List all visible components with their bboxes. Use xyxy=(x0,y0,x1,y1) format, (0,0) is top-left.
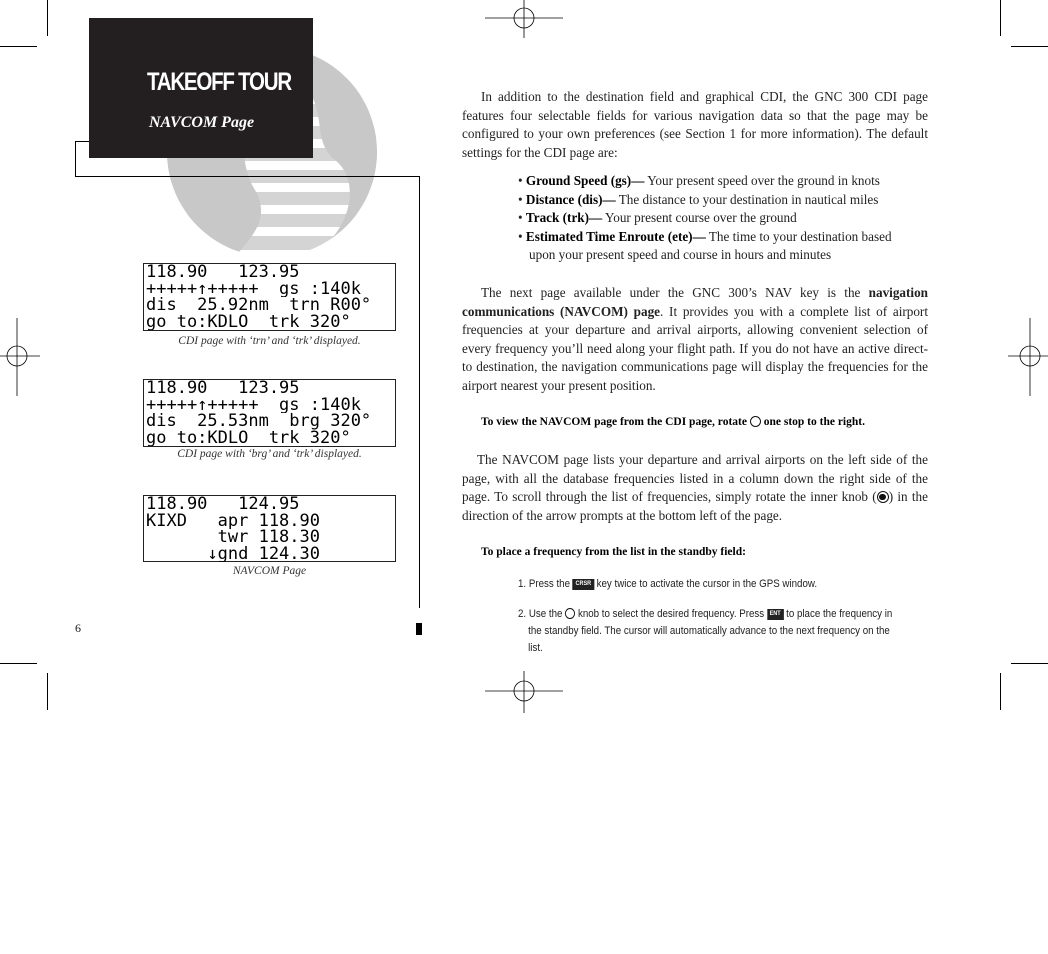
crop-mark xyxy=(1011,46,1048,47)
bullet-term: Ground Speed (gs)— xyxy=(525,173,645,188)
cdi-screen-brg xyxy=(143,379,396,447)
paragraph-text: The next page available under the GNC 300’s NAV key is the xyxy=(481,285,869,300)
lcd-line: 118.90 123.95 xyxy=(146,380,300,397)
bullet-term: Distance (dis)— xyxy=(525,191,616,207)
knob-icon xyxy=(565,608,575,619)
lcd-line: twr 118.30 xyxy=(146,529,320,546)
instruction-text: To view the NAVCOM page from the CDI page, rotate xyxy=(481,416,750,428)
frame-line xyxy=(75,141,76,177)
frame-line xyxy=(75,141,89,142)
cdi-screen-trn xyxy=(143,263,396,331)
step-text-part: 1. Press the xyxy=(518,578,573,590)
paragraph-bold: navigation communications (NAVCOM) page xyxy=(462,285,928,319)
bullet-text: The time to your destination based upon your present speed and course in hours and minutes xyxy=(529,228,892,262)
frame-line xyxy=(75,176,419,177)
list-item: • Distance (dis)— The distance to your destination in nautical miles xyxy=(518,191,879,207)
lcd-line: ↓gnd 124.30 xyxy=(146,545,320,562)
lcd-line: dis 25.92nm trn R00° xyxy=(146,297,372,314)
crop-mark xyxy=(1011,663,1048,664)
crop-mark xyxy=(1000,673,1001,710)
instruction-text: one stop to the right. xyxy=(760,416,865,428)
paragraph-text: The NAVCOM page lists your departure and arrival airports on the left side of the page, with all the database frequencies listed in a column down the right side of the page. To scroll through the list of frequencies, simply rotate the inner knob ( xyxy=(462,452,928,504)
lcd-line: 118.90 124.95 xyxy=(146,496,300,513)
instruction-view-navcom xyxy=(481,416,865,428)
navcom-screen xyxy=(143,495,396,562)
default-settings-list xyxy=(518,172,918,265)
list-item: • Estimated Time Enroute (ete)— The time to your destination based upon your present speed and course in hours and minutes xyxy=(518,228,892,262)
list-paragraph xyxy=(462,451,928,525)
ent-key-icon: ENT xyxy=(767,609,784,620)
step-text-part: knob to select the desired frequency. Press xyxy=(575,608,767,620)
knob-icon xyxy=(750,416,761,427)
list-item: • Track (trk)— Your present course over the ground xyxy=(518,210,797,225)
bullet-text: Your present speed over the ground in knots xyxy=(644,173,880,188)
column-divider xyxy=(419,176,420,608)
registration-mark-left xyxy=(0,318,40,396)
screen-caption: CDI page with ‘trn’ and ‘trk’ displayed. xyxy=(178,335,361,347)
list-item: • Ground Speed (gs)— Your present speed over the ground in knots xyxy=(518,173,880,188)
step-text-part: key twice to activate the cursor in the GPS window. xyxy=(593,578,818,590)
lcd-line: +++++↑+++++ gs :140k xyxy=(146,396,361,413)
step-text-part: to place the frequency in the standby field. The cursor will automatically advance to the next frequency on the list. xyxy=(528,608,893,654)
registration-mark-bottom xyxy=(485,671,563,713)
screen-caption: NAVCOM Page xyxy=(232,565,307,577)
header-title: TAKEOFF TOUR xyxy=(147,68,291,96)
lcd-line: +++++↑+++++ gs :140k xyxy=(146,280,361,297)
inner-knob-icon xyxy=(877,491,889,503)
lcd-line: go to:KDLO trk 320° xyxy=(146,429,351,446)
instruction-standby-heading: To place a frequency from the list in the standby field: xyxy=(481,546,746,558)
lcd-line: KIXD apr 118.90 xyxy=(146,512,320,529)
bullet-text: Your present course over the ground xyxy=(602,210,797,225)
lcd-line: 118.90 123.95 xyxy=(146,264,300,281)
lcd-line: go to:KDLO trk 320° xyxy=(146,313,351,330)
intro-paragraph: In addition to the destination field and graphical CDI, the GNC 300 CDI page features four selectable fields for various navigation data so that the page may be configured to your own preferences (see Section 1 for more information). The default settings for the CDI page are: xyxy=(462,89,928,160)
bullet-text: The distance to your destination in nautical miles xyxy=(615,191,879,207)
navcom-paragraph xyxy=(462,284,928,395)
page-number: 6 xyxy=(75,621,81,635)
section-header xyxy=(89,18,313,158)
crop-mark xyxy=(0,663,37,664)
step-text-part: 2. Use the xyxy=(518,608,566,620)
step-1 xyxy=(518,576,897,593)
screen-caption: CDI page with ‘brg’ and ‘trk’ displayed. xyxy=(177,448,362,460)
step-2 xyxy=(518,606,897,657)
page-marker xyxy=(416,623,422,635)
header-subtitle: NAVCOM Page xyxy=(149,114,255,131)
crop-mark xyxy=(47,673,48,710)
registration-mark-right xyxy=(1008,318,1048,396)
paragraph-text: ) in the direction of the arrow prompts at the bottom left of the page. xyxy=(462,489,928,523)
registration-mark-top xyxy=(485,0,563,40)
paragraph-text: . It provides you with a complete list of airport frequencies at your departure and arrival airports, allowing convenient selection of every frequency you’ll need along your flight path. If you do not have an active direct-to destination, the navigation communications page will display the frequencies for the airport nearest your present position. xyxy=(462,303,928,393)
crop-mark xyxy=(1000,0,1001,36)
crsr-key-icon: CRSR xyxy=(573,579,594,590)
crop-mark xyxy=(0,46,37,47)
crop-mark xyxy=(47,0,48,36)
step-text xyxy=(518,576,897,593)
step-text xyxy=(518,606,897,657)
bullet-term: Estimated Time Enroute (ete)— xyxy=(525,228,706,244)
bullet-term: Track (trk)— xyxy=(525,210,603,225)
lcd-line: dis 25.53nm brg 320° xyxy=(146,413,372,430)
frame-line xyxy=(313,141,419,142)
